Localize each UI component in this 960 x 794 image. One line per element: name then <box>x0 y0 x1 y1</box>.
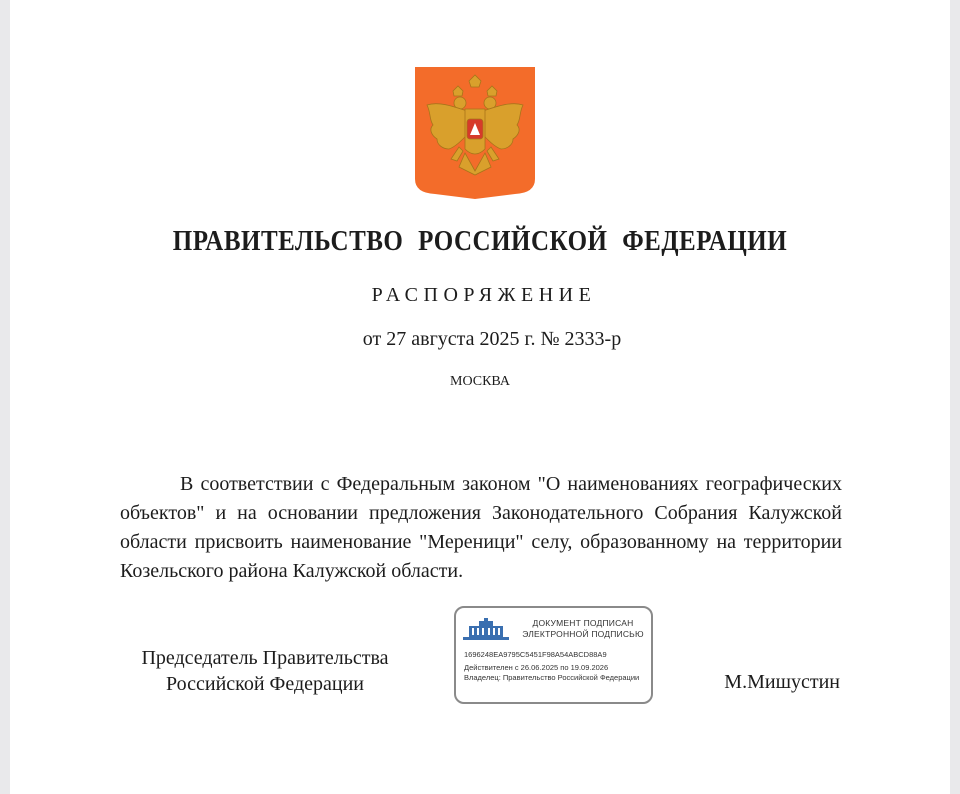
document-city: МОСКВА <box>450 374 510 389</box>
stamp-owner: Владелец: Правительство Российской Федерации <box>464 673 640 682</box>
stamp-title-line2: ЭЛЕКТРОННОЙ ПОДПИСЬЮ <box>522 629 644 639</box>
government-title: ПРАВИТЕЛЬСТВО РОССИЙСКОЙ ФЕДЕРАЦИИ <box>172 226 788 257</box>
document-body: В соответствии с Федеральным законом "О наименованиях географических объектов" и на основании предложения Законодательного Собрания Калужской области присвоить наименование "Мереници" селу, образованному на территории Козельского района Калужской области. <box>120 473 842 582</box>
stamp-title <box>518 618 648 640</box>
signer-position-line2: Российской Федерации <box>165 673 365 695</box>
stamp-certificate: 1696248EA9795C5451F98A54ABCD88A9 <box>464 650 607 659</box>
document-date-number: от 27 августа 2025 г. № 2333-р <box>362 328 622 350</box>
stamp-validity: Действителен с 26.06.2025 по 19.09.2026 <box>464 663 609 672</box>
document-type: РАСПОРЯЖЕНИЕ <box>371 284 597 306</box>
signer-position-line1: Председатель Правительства <box>141 647 389 669</box>
electronic-signature-stamp <box>454 606 653 704</box>
stamp-title-line1: ДОКУМЕНТ ПОДПИСАН <box>532 618 634 628</box>
signer-position <box>120 645 410 697</box>
signer-name: М.Мишустин <box>724 671 840 693</box>
government-building-icon <box>463 618 509 642</box>
russian-coat-of-arms-icon <box>415 67 535 199</box>
document-page <box>10 0 950 794</box>
